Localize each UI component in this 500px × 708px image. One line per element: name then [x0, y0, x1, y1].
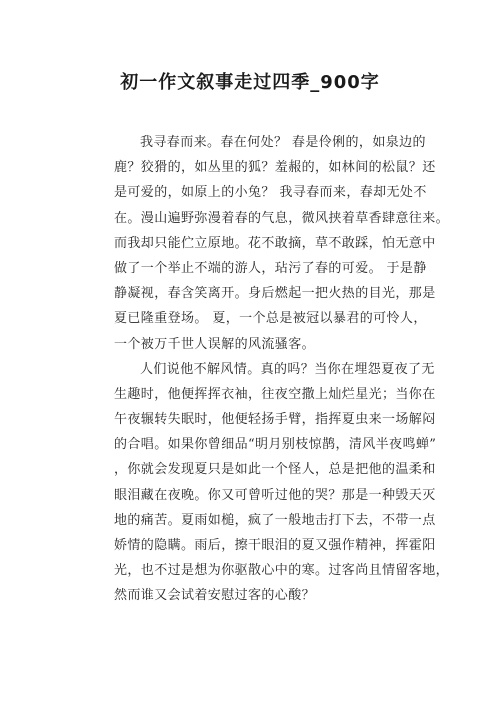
text-line: 是可爱的，如原上的小兔？ 我寻春而来，春却无处不 — [114, 185, 427, 201]
text-line: 一个被万千世人误解的风流骚客。 — [114, 336, 316, 352]
text-line: 静凝视，春含笑离开。身后燃起一把火热的目光，那是 — [114, 286, 436, 302]
text-line: 的合唱。如果你曾细品“明月别枝惊鹊，清风半夜鸣蝉” — [114, 437, 437, 453]
text-line: 而我却只能伫立原地。花不敢摘，草不敢踩，怕无意中 — [114, 235, 436, 251]
text-line: ，你就会发现夏只是如此一个怪人，总是把他的温柔和 — [114, 462, 436, 478]
text-line: 夏已隆重登场。 夏，一个总是被冠以暴君的可怜人， — [114, 311, 427, 327]
text-line: 我寻春而来。春在何处？ 春是伶俐的，如泉边的 — [140, 135, 426, 150]
text-line: 鹿？狡猾的，如丛里的狐？羞赧的，如林间的松鼠？还 — [114, 160, 436, 176]
text-line: 做了一个举止不端的游人，玷污了春的可爱。 于是静 — [114, 260, 427, 276]
text-line: 眼泪藏在夜晚。你又可曾听过他的哭？那是一种毁天灭 — [114, 487, 436, 503]
text-line: 生趣时，他便挥挥衣袖，往夜空撒上灿烂星光；当你在 — [114, 386, 436, 402]
text-line: 娇情的隐瞒。雨后，擦干眼泪的夏又强作精神，挥霍阳 — [114, 538, 436, 553]
article-body — [114, 130, 450, 609]
text-line: 在。漫山遍野弥漫着春的气息，微风挟着草香肆意往来。 — [114, 210, 450, 226]
page-title: 初一作文叙事走过四季_900字 — [120, 72, 380, 93]
text-line: 然而谁又会试着安慰过客的心酸？ — [114, 588, 316, 604]
text-line: 午夜辗转失眠时，他便轻扬手臂，指挥夏虫来一场解闷 — [114, 412, 436, 428]
text-line: 光，也不过是想为你驱散心中的寒。过客尚且情留客地， — [114, 563, 450, 579]
text-line: 人们说他不解风情。真的吗？当你在埋怨夏夜了无 — [140, 361, 435, 377]
text-line: 地的痛苦。夏雨如槌，疯了一般地击打下去，不带一点 — [114, 512, 436, 528]
